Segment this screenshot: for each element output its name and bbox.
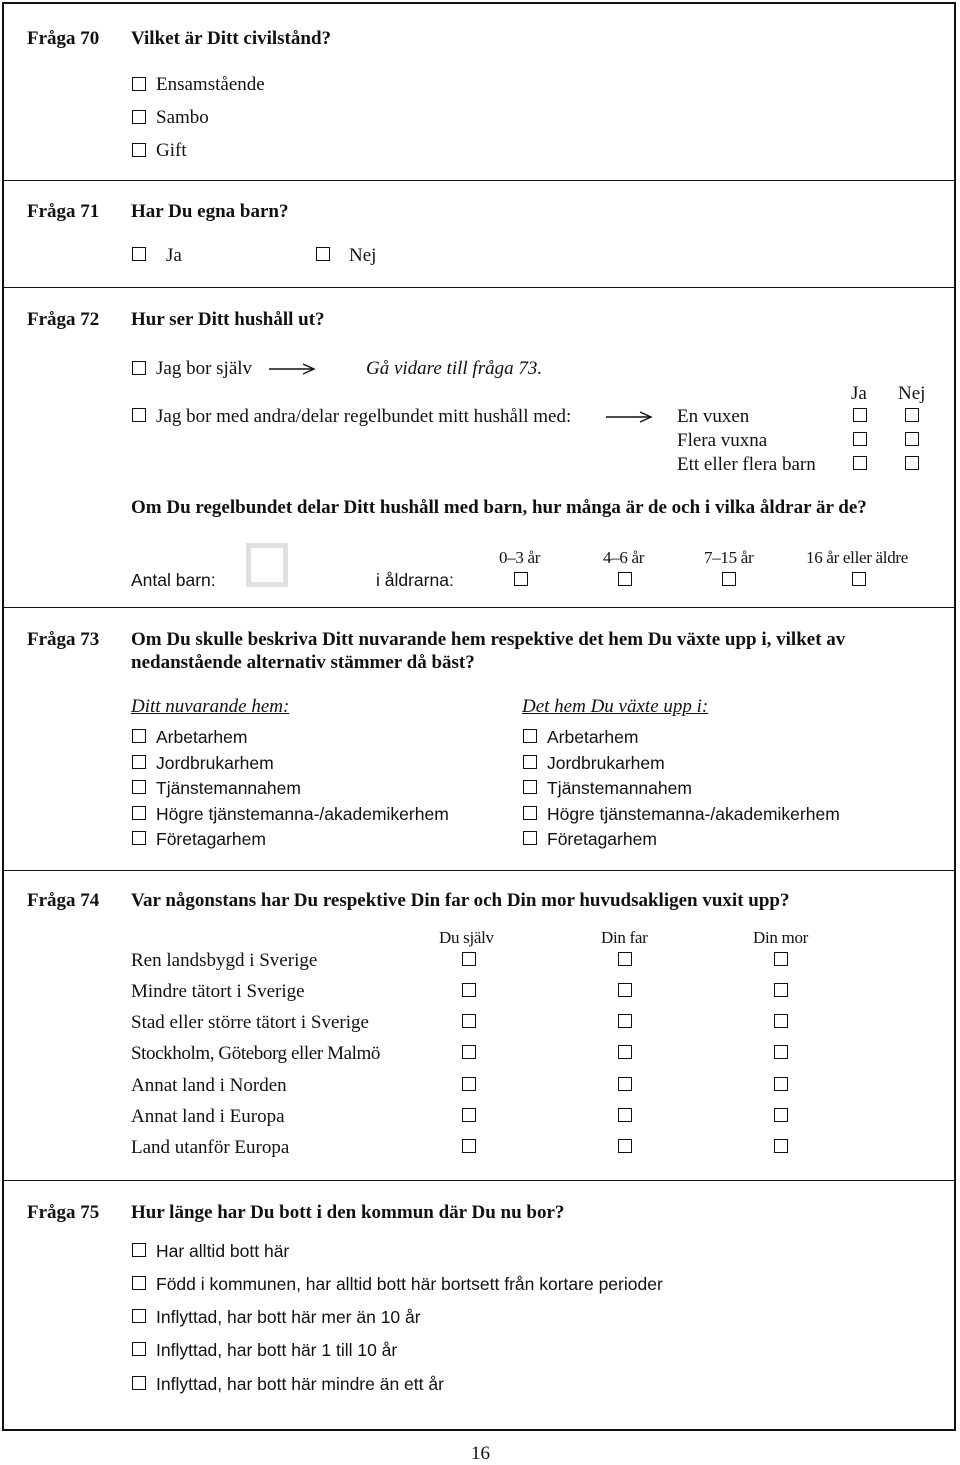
checkbox[interactable] bbox=[132, 143, 146, 157]
option-label: Ensamstående bbox=[156, 74, 265, 95]
arrow-right-icon bbox=[267, 362, 317, 376]
column-header-childhood-home: Det hem Du växte upp i: bbox=[522, 696, 709, 717]
option-label: Nej bbox=[349, 245, 377, 266]
option-label: Inflyttad, har bott här 1 till 10 år bbox=[156, 1340, 398, 1360]
option-label: Jordbrukarhem bbox=[156, 753, 274, 773]
checkbox[interactable] bbox=[618, 983, 632, 997]
checkbox[interactable] bbox=[618, 952, 632, 966]
checkbox[interactable] bbox=[132, 780, 146, 794]
checkbox[interactable] bbox=[618, 1077, 632, 1091]
option-label: Inflyttad, har bott här mindre än ett år bbox=[156, 1374, 444, 1394]
children-question: Om Du regelbundet delar Ditt hushåll med barn, hur många är de och i vilka åldrar är de? bbox=[131, 497, 867, 518]
checkbox[interactable] bbox=[774, 1108, 788, 1122]
checkbox[interactable] bbox=[618, 1108, 632, 1122]
option-label: Gift bbox=[156, 140, 187, 161]
checkbox[interactable] bbox=[132, 408, 146, 422]
section-divider bbox=[2, 287, 956, 288]
question-number: Fråga 74 bbox=[27, 890, 100, 911]
option-label: Högre tjänstemanna-/akademikerhem bbox=[547, 804, 840, 824]
column-header-no: Nej bbox=[898, 383, 926, 404]
question-text-line1: Om Du skulle beskriva Ditt nuvarande hem respektive det hem Du växte upp i, vilket av bbox=[131, 629, 846, 650]
row-label: Stockholm, Göteborg eller Malmö bbox=[131, 1043, 380, 1064]
row-label: Stad eller större tätort i Sverige bbox=[131, 1012, 369, 1033]
option-label: Jag bor med andra/delar regelbundet mitt hushåll med: bbox=[156, 406, 572, 427]
row-label: Annat land i Europa bbox=[131, 1106, 285, 1127]
checkbox[interactable] bbox=[462, 1014, 476, 1028]
option-label: Arbetarhem bbox=[156, 727, 248, 747]
checkbox[interactable] bbox=[132, 77, 146, 91]
question-text: Vilket är Ditt civilstånd? bbox=[131, 28, 332, 49]
checkbox[interactable] bbox=[774, 1139, 788, 1153]
column-header-current-home: Ditt nuvarande hem: bbox=[131, 696, 290, 717]
checkbox[interactable] bbox=[132, 1376, 146, 1390]
option-label: Företagarhem bbox=[156, 829, 266, 849]
checkbox[interactable] bbox=[316, 247, 330, 261]
option-label: Arbetarhem bbox=[547, 727, 639, 747]
question-text: Hur ser Ditt hushåll ut? bbox=[131, 309, 325, 330]
question-text-line2: nedanstående alternativ stämmer då bäst? bbox=[131, 652, 475, 673]
checkbox[interactable] bbox=[523, 729, 537, 743]
option-label: Jag bor själv bbox=[156, 358, 253, 379]
children-count-field[interactable] bbox=[246, 543, 288, 587]
checkbox[interactable] bbox=[462, 952, 476, 966]
goto-instruction: Gå vidare till fråga 73. bbox=[366, 358, 543, 379]
checkbox[interactable] bbox=[774, 983, 788, 997]
household-row-label: En vuxen bbox=[677, 406, 750, 427]
checkbox[interactable] bbox=[462, 1045, 476, 1059]
question-number: Fråga 70 bbox=[27, 28, 100, 49]
column-header-yes: Ja bbox=[851, 383, 867, 404]
checkbox[interactable] bbox=[132, 831, 146, 845]
question-number: Fråga 75 bbox=[27, 1202, 100, 1223]
checkbox[interactable] bbox=[905, 432, 919, 446]
checkbox[interactable] bbox=[132, 1309, 146, 1323]
checkbox[interactable] bbox=[722, 572, 736, 586]
checkbox[interactable] bbox=[132, 806, 146, 820]
ages-label: i åldrarna: bbox=[376, 570, 454, 590]
page-number: 16 bbox=[471, 1443, 490, 1464]
question-number: Fråga 73 bbox=[27, 629, 100, 650]
arrow-right-icon bbox=[604, 410, 654, 424]
checkbox[interactable] bbox=[853, 408, 867, 422]
option-label: Högre tjänstemanna-/akademikerhem bbox=[156, 804, 449, 824]
checkbox[interactable] bbox=[523, 755, 537, 769]
checkbox[interactable] bbox=[514, 572, 528, 586]
checkbox[interactable] bbox=[618, 1045, 632, 1059]
checkbox[interactable] bbox=[618, 572, 632, 586]
option-label: Född i kommunen, har alltid bott här bortsett från kortare perioder bbox=[156, 1274, 663, 1294]
column-header: Din mor bbox=[753, 928, 809, 947]
option-label: Jordbrukarhem bbox=[547, 753, 665, 773]
section-divider bbox=[2, 1180, 956, 1181]
age-group-label: 4–6 år bbox=[603, 548, 645, 567]
row-label: Mindre tätort i Sverige bbox=[131, 981, 305, 1002]
age-group-label: 16 år eller äldre bbox=[806, 548, 909, 567]
checkbox[interactable] bbox=[774, 952, 788, 966]
question-number: Fråga 71 bbox=[27, 201, 100, 222]
checkbox[interactable] bbox=[132, 1276, 146, 1290]
checkbox[interactable] bbox=[853, 432, 867, 446]
children-count-label: Antal barn: bbox=[131, 570, 216, 590]
question-text: Hur länge har Du bott i den kommun där Du nu bor? bbox=[131, 1202, 565, 1223]
column-header: Du själv bbox=[439, 928, 494, 947]
option-label: Inflyttad, har bott här mer än 10 år bbox=[156, 1307, 421, 1327]
option-label: Tjänstemannahem bbox=[156, 778, 301, 798]
checkbox[interactable] bbox=[523, 780, 537, 794]
checkbox[interactable] bbox=[523, 831, 537, 845]
column-header: Din far bbox=[601, 928, 648, 947]
question-text: Var någonstans har Du respektive Din far och Din mor huvudsakligen vuxit upp? bbox=[131, 890, 790, 911]
household-row-label: Flera vuxna bbox=[677, 430, 768, 451]
checkbox[interactable] bbox=[853, 456, 867, 470]
section-divider bbox=[2, 180, 956, 181]
row-label: Annat land i Norden bbox=[131, 1075, 287, 1096]
checkbox[interactable] bbox=[618, 1014, 632, 1028]
option-label: Har alltid bott här bbox=[156, 1241, 290, 1261]
checkbox[interactable] bbox=[774, 1077, 788, 1091]
household-row-label: Ett eller flera barn bbox=[677, 454, 816, 475]
checkbox[interactable] bbox=[774, 1045, 788, 1059]
checkbox[interactable] bbox=[905, 408, 919, 422]
option-label: Sambo bbox=[156, 107, 209, 128]
checkbox[interactable] bbox=[132, 110, 146, 124]
option-label: Ja bbox=[166, 245, 182, 266]
checkbox[interactable] bbox=[774, 1014, 788, 1028]
section-divider bbox=[2, 607, 956, 608]
age-group-label: 0–3 år bbox=[499, 548, 541, 567]
checkbox[interactable] bbox=[132, 1342, 146, 1356]
checkbox[interactable] bbox=[132, 361, 146, 375]
option-label: Företagarhem bbox=[547, 829, 657, 849]
checkbox[interactable] bbox=[132, 247, 146, 261]
age-group-label: 7–15 år bbox=[704, 548, 754, 567]
checkbox[interactable] bbox=[132, 755, 146, 769]
checkbox[interactable] bbox=[462, 1139, 476, 1153]
question-text: Har Du egna barn? bbox=[131, 201, 289, 222]
row-label: Ren landsbygd i Sverige bbox=[131, 950, 318, 971]
checkbox[interactable] bbox=[462, 1077, 476, 1091]
option-label: Tjänstemannahem bbox=[547, 778, 692, 798]
checkbox[interactable] bbox=[618, 1139, 632, 1153]
question-number: Fråga 72 bbox=[27, 309, 100, 330]
checkbox[interactable] bbox=[462, 1108, 476, 1122]
checkbox[interactable] bbox=[523, 806, 537, 820]
checkbox[interactable] bbox=[852, 572, 866, 586]
checkbox[interactable] bbox=[462, 983, 476, 997]
checkbox[interactable] bbox=[132, 729, 146, 743]
section-divider bbox=[2, 870, 956, 871]
checkbox[interactable] bbox=[132, 1243, 146, 1257]
checkbox[interactable] bbox=[905, 456, 919, 470]
row-label: Land utanför Europa bbox=[131, 1137, 290, 1158]
